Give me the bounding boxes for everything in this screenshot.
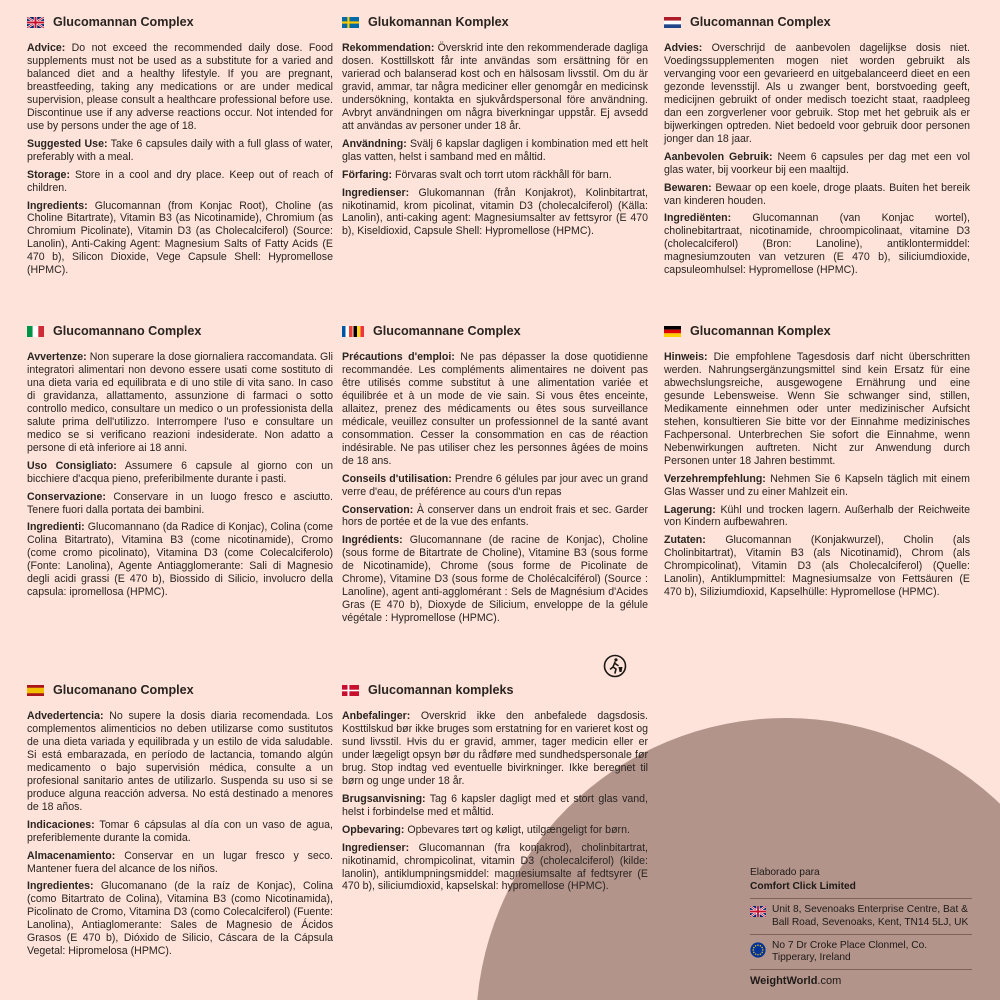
section-title: Glucomannan Complex (690, 15, 831, 29)
ingredients-paragraph: Ingredients: Glucomannan (from Konjac Root), Choline (as Choline Bitartrate), Vitamin B3 (as Nicotinamide), Chromium (as Chromium Picolinate), Vitamin D3 (as Cholecalciferol) (Source: Lanolin), Anti-Caking Agent: Magnesium Salts of Fatty Acids (E 470 b), Silicon Dioxide, Vege Capsule Shell: Hypromellose (HPMC). (27, 199, 333, 277)
advice-paragraph: Hinweis: Die empfohlene Tagesdosis darf nicht überschritten werden. Nahrungsergänzungsmittel sind kein Ersatz für eine abwechslungsreiche, ausgewogene Ernährung und eine gesunde Lebensweise. Wenn Sie schwanger sind, stillen, Medikamente einnehmen oder unter medizinischer Aufsicht stehen, konsultieren Sie bitte vor der Einnahme medizinisches Fachpersonal. Unterbrechen Sie sofort die Einnahme, wenn Nebenwirkungen auftreten. Nicht zur Anwendung durch Personen unter 18 Jahren bestimmt. (664, 351, 970, 467)
italy-flag-icon (27, 326, 44, 337)
section-title: Glucomannan Komplex (690, 324, 831, 338)
storage-paragraph: Conservation: À conserver dans un endroit frais et sec. Garder hors de portée et de la vue des enfants. (342, 503, 648, 529)
section-swedish (342, 15, 648, 243)
usage-paragraph: Brugsanvisning: Tag 6 kapsler dagligt med et stort glas vand, helst i forbindelse med et måltid. (342, 792, 648, 818)
made-for-label: Elaborado para (750, 867, 820, 878)
storage-paragraph: Storage: Store in a cool and dry place. Keep out of reach of children. (27, 168, 333, 194)
france-belgium-flag-icon (342, 326, 364, 337)
section-title: Glucomannan Complex (53, 15, 194, 29)
manufacturer-info (750, 867, 972, 989)
usage-paragraph: Conseils d'utilisation: Prendre 6 gélules par jour avec un grand verre d'eau, de préférence au cours d'un repas (342, 472, 648, 498)
ingredients-paragraph: Ingredienser: Glukomannan (från Konjakrot), Kolinbitartrat, nikotinamid, krom picolinat, vitamin D3 (cholecalciferol) (Källa: Lanolin), anti-caking agent: Magnesiumsalter av fettsyror (E 470 b), Kiseldioxid, Capsule Shell: Hypromellose (HPMC). (342, 186, 648, 238)
section-italian (27, 324, 333, 604)
germany-flag-icon (664, 326, 681, 337)
section-title: Glucomannane Complex (373, 324, 521, 338)
uk-flag-icon (750, 906, 766, 917)
ingredients-paragraph: Ingredienser: Glucomannan (fra konjakrod), cholinbitartrat, nikotinamid, chrompicolinat, vitamin D3 (cholecalciferol) (kilde: lanolin), antiklumpningsmiddel: magnesiumsalte af fedtsyrer (E 470 b), siliciumdioxid, kapselskal: hypromellose (HPMC). (342, 841, 648, 893)
advice-paragraph: Anbefalinger: Overskrid ikke den anbefalede dagsdosis. Kosttilskud bør ikke bruges som erstatning for en varieret kost og sund livsstil. Hvis du er gravid, ammer, tager medicin eller er under lægeligt opsyn bør du rådføre med sundhedspersonale før brug. Stop indtag ved eventuelle bivirkninger. Ikke beregnet til børn og unge under 18 år. (342, 710, 648, 787)
eu-flag-icon (750, 942, 766, 958)
section-german (664, 324, 970, 604)
uk-address-row (750, 899, 972, 934)
advice-paragraph: Advice: Do not exceed the recommended daily dose. Food supplements must not be used as a substitute for a varied and balanced diet and a healthy lifestyle. If you are pregnant, breastfeeding, taking any medications or are under medical supervision, please consult a healthcare professional before use. Discontinue use if any adverse reactions occur. Not intended for use by persons under the age of 18. (27, 42, 333, 132)
storage-paragraph: Bewaren: Bewaar op een koele, droge plaats. Buiten het bereik van kinderen houden. (664, 181, 970, 207)
advice-paragraph: Advies: Overschrijd de aanbevolen dagelijkse dosis niet. Voedingssupplementen mogen niet worden gebruikt als vervanging voor een gevarieerd en uitgebalanceerd dieet en een gezonde levensstijl. Als u zwanger bent, borstvoeding geeft, medicijnen gebruikt of onder medisch toezicht staat, raadpleeg dan een zorgverlener voor gebruik. Stop met het gebruik als er bijwerkingen optreden. Niet bedoeld voor gebruik door personen jonger dan 18 jaar. (664, 42, 970, 145)
ingredients-paragraph: Ingrediënten: Glucomannan (van Konjac wortel), cholinebitartraat, nicotinamide, chroompicolinaat, vitamine D3 (cholecalciferol) (Bron: Lanoline), antiklontermiddel: magnesiumzouten van vetzuren (E 470 b), siliciumdioxide, capsuleomhulsel: Hypromellose (HPMC). (664, 212, 970, 277)
section-title: Glucomanano Complex (53, 683, 194, 697)
usage-paragraph: Verzehrempfehlung: Nehmen Sie 6 Kapseln täglich mit einem Glas Wasser und zu einer Mahlzeit ein. (664, 472, 970, 498)
section-danish (342, 683, 648, 898)
advice-paragraph: Advedertencia: No supere la dosis diaria recomendada. Los complementos alimenticios no deben utilizarse como sustitutos de una dieta variada y equilibrada y un estilo de vida saludable. Si está embarazada, en período de lactancia, tomando algún medicamento o bajo supervisión médica, consulte a un profesional sanitario antes de utilizarlo. Suspenda su uso si se produce alguna reacción adversa. No está destinado a menores de 18 años. (27, 710, 333, 813)
advice-paragraph: Précautions d'emploi: Ne pas dépasser la dose quotidienne recommandée. Les compléments alimentaires ne doivent pas être utilisés comme substitut à une alimentation variée et équilibrée et à un mode de vie sain. Si vous êtes enceinte, allaitez, prenez des médicaments ou êtes sous surveillance médicale, veuillez consulter un professionnel de la santé avant consommation. Cesser la consommation en cas de réaction indésirable. Ne pas utiliser chez les personnes âgées de moins de 18 ans. (342, 351, 648, 467)
section-dutch (664, 15, 970, 282)
usage-paragraph: Suggested Use: Take 6 capsules daily with a full glass of water, preferably with a meal. (27, 137, 334, 163)
storage-paragraph: Conservazione: Conservare in un luogo fresco e asciutto. Tenere fuori dalla portata dei bambini. (27, 490, 333, 516)
uk-flag-icon (27, 17, 44, 28)
usage-paragraph: Användning: Svälj 6 kapslar dagligen i kombination med ett helt glas vatten, helst i samband med en måltid. (342, 137, 648, 163)
recycle-icon (603, 654, 627, 678)
storage-paragraph: Almacenamiento: Conservar en un lugar fresco y seco. Mantener fuera del alcance de los niños. (27, 849, 333, 875)
ingredients-paragraph: Ingredientes: Glucomanano (de la raíz de Konjac), Colina (como Bitartrato de Colina), Vitamina B3 (como Nicotinamida), Picolinato de Cromo, Vitamina D3 (como Colecalciferol) (Fuente: Lanolina), Antiaglomerante: Sales de Magnesio de Ácidos Grasos (E 470 b), Dióxido de Silicio, Cáscara de la Cápsula Vegetal: Hipromelosa (HPMC). (27, 880, 333, 958)
eu-address: No 7 Dr Croke Place Clonmel, Co. Tipperary, Ireland (772, 939, 928, 964)
netherlands-flag-icon (664, 17, 681, 28)
storage-paragraph: Lagerung: Kühl und trocken lagern. Außerhalb der Reichweite von Kindern aufbewahren. (664, 503, 970, 529)
section-title: Glukomannan Komplex (368, 15, 509, 29)
advice-paragraph: Rekommendation: Överskrid inte den rekommenderade dagliga dosen. Kosttillskott får inte användas som ersättning för en varierad och balanserad kost och en hälsosam livsstil. Om du är gravid, ammar, tar några mediciner eller genomgår en medicinsk undersökning, kontakta en sjukvårdspersonal före användning. Avbryt användningen om några biverkningar uppstår. Ej avsedd att användas av personer under 18 år. (342, 42, 648, 132)
usage-paragraph: Aanbevolen Gebruik: Neem 6 capsules per dag met een vol glas water, bij voorkeur bij een maaltijd. (664, 150, 970, 176)
uk-address: Unit 8, Sevenoaks Enterprise Centre, Bat & Ball Road, Sevenoaks, Kent, TN14 5LJ, UK (772, 904, 969, 928)
brand-website: WeightWorld.com (750, 975, 842, 988)
usage-paragraph: Uso Consigliato: Assumere 6 capsule al giorno con un bicchiere d'acqua pieno, preferibilmente durante i pasti. (27, 459, 333, 485)
ingredients-paragraph: Ingredienti: Glucomannano (da Radice di Konjac), Colina (come Colina Bitartrato), Vitamina B3 (come nicotinamide), Cromo (come cromo picolinato), Vitamina D3 (come Colecalciferolo) (Fonte: Lanolina), Agente Antiagglomerante: Sali di Magnesio degli acidi grassi (E 470 b), Biossido di Silicio, involucro della capsula: ipromellosa (HPMC). (27, 521, 333, 599)
denmark-flag-icon (342, 685, 359, 696)
storage-paragraph: Opbevaring: Opbevares tørt og køligt, utilgængeligt for børn. (342, 823, 630, 836)
usage-paragraph: Indicaciones: Tomar 6 cápsulas al día con un vaso de agua, preferiblemente durante la comida. (27, 818, 333, 844)
section-spanish (27, 683, 333, 963)
ingredients-paragraph: Ingrédients: Glucomannane (de racine de Konjac), Choline (sous forme de Bitartrate de Choline), Vitamine B3 (sous forme de Nicotinamide), Chrome (sous forme de Picolinate de Chrome), Vitamine D3 (sous forme de Cholécalciférol) (Source : Lanoline), agent anti-agglomérant : Sels de Magnésium d'Acides Gras (E 470 b), Dioxyde de Silicium, enveloppe de la gélule végétale : Hypromellose (HPMC). (342, 534, 648, 624)
spain-flag-icon (27, 685, 44, 696)
eu-address-row (750, 935, 972, 970)
section-french (342, 324, 648, 630)
section-title: Glucomannano Complex (53, 324, 202, 338)
sweden-flag-icon (342, 17, 359, 28)
advice-paragraph: Avvertenze: Non superare la dose giornaliera raccomandata. Gli integratori alimentari non devono essere usati come sostituto di una dieta varia ed equilibrata e di uno stile di vita sano. In caso di gravidanza, allattamento, assunzione di farmaci o sotto controllo medico, consultare un medico o un professionista della salute prima dell'utilizzo. Interrompere l'uso e consultare un medico se si verificano reazioni indesiderate. Non adatto a persone di età inferiore ai 18 anni. (27, 351, 333, 454)
company-name: Comfort Click Limited (750, 881, 972, 899)
section-title: Glucomannan kompleks (368, 683, 514, 697)
ingredients-paragraph: Zutaten: Glucomannan (Konjakwurzel), Cholin (als Cholinbitartrat), Vitamin B3 (als Nicotinamid), Chrom (als Chrompicolinat), Vitamin D3 (als Cholecalciferol) (Quelle: Lanolin), Antiklumpmittel: Magnesiumsalze von Fettsäuren (E 470 b), Siliziumdioxid, Kapselhülle: Hypromellose (HPMC). (664, 534, 970, 599)
section-english (27, 15, 333, 282)
storage-paragraph: Förfaring: Förvaras svalt och torrt utom räckhåll för barn. (342, 168, 612, 181)
